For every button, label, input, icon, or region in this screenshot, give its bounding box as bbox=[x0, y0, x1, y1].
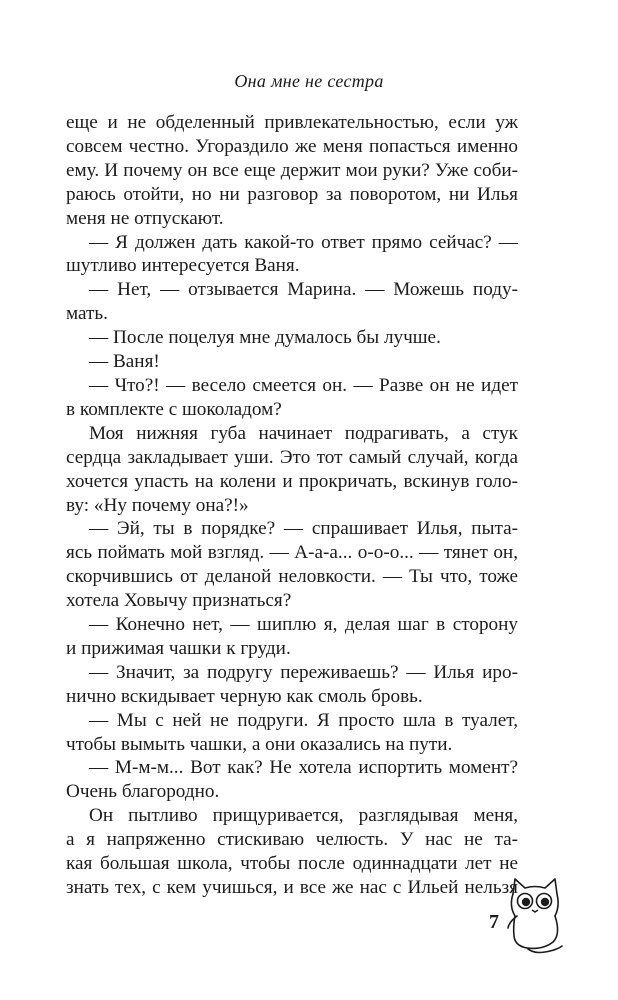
text-line: еще и не обделенный привлекательностью, если уж bbox=[66, 112, 518, 133]
text-line: — Эй, ты в порядке? — спрашивает Илья, пыта- bbox=[89, 518, 518, 540]
text-line: скорчившись от деланой неловкости. — Ты что, тоже bbox=[66, 566, 518, 588]
text-line: чтобы вымыть чашки, а они оказались на пути. bbox=[66, 733, 453, 755]
text-line: Он пытливо прищуривается, разглядывая меня, bbox=[89, 805, 518, 827]
text-line: — М-м-м... Вот как? Не хотела испортить момент? bbox=[89, 757, 518, 779]
text-line: а я напряженно стискиваю челюсть. У нас не та- bbox=[66, 829, 518, 851]
text-line: хотела Ховычу признаться? bbox=[66, 590, 292, 612]
cat-icon bbox=[505, 876, 565, 956]
text-line: — Что?! — весело смеется он. — Разве он не идет bbox=[89, 374, 518, 396]
text-line: и прижимая чашки к груди. bbox=[66, 637, 291, 659]
text-line: — Я должен дать какой-то ответ прямо сейчас? — bbox=[89, 231, 518, 253]
page-body-text bbox=[66, 111, 518, 900]
text-line: — После поцелуя мне думалось бы лучше. bbox=[89, 327, 441, 349]
text-line: в комплекте с шоколадом? bbox=[66, 398, 282, 420]
text-line: ясь поймать мой взгляд. — А-а-а... о-о-о... — тянет он, bbox=[66, 542, 518, 564]
text-line: сердца закладывает уши. Это тот самый случай, когда bbox=[66, 446, 518, 468]
text-line: меня не отпускают. bbox=[66, 207, 224, 229]
text-line: хочется упасть на колени и прокричать, вскинув голо- bbox=[66, 470, 518, 492]
text-line: Очень благородно. bbox=[66, 781, 220, 803]
page-number: 7 bbox=[489, 911, 499, 933]
text-line: нично вскидывает черную как смоль бровь. bbox=[66, 685, 423, 707]
text-line: ему. И почему он все еще держит мои руки? Уже соби- bbox=[66, 159, 518, 181]
text-line: ву: «Ну почему она?!» bbox=[66, 494, 249, 516]
text-line: раюсь отойти, но ни разговор за поворотом, ни Илья bbox=[66, 183, 518, 205]
text-line: — Ваня! bbox=[89, 351, 160, 373]
text-line: совсем честно. Угораздило же меня попасться именно bbox=[66, 135, 518, 157]
text-line: — Значит, за подругу переживаешь? — Илья иро- bbox=[89, 661, 518, 683]
text-line: мать. bbox=[66, 303, 108, 325]
text-line: — Конечно нет, — шиплю я, делая шаг в сторону bbox=[89, 614, 518, 636]
text-line: знать тех, с кем учишься, и все же нас с Ильей нельзя bbox=[66, 877, 518, 898]
text-line: шутливо интересуется Ваня. bbox=[66, 255, 300, 277]
text-line: — Мы с ней не подруги. Я просто шла в туалет, bbox=[89, 709, 518, 731]
running-header: Она мне не сестра bbox=[234, 71, 384, 91]
text-line: кая большая школа, чтобы после одиннадцати лет не bbox=[66, 853, 518, 875]
text-line: — Нет, — отзывается Марина. — Можешь поду- bbox=[89, 279, 518, 301]
text-line: Моя нижняя губа начинает подрагивать, а стук bbox=[89, 422, 518, 444]
